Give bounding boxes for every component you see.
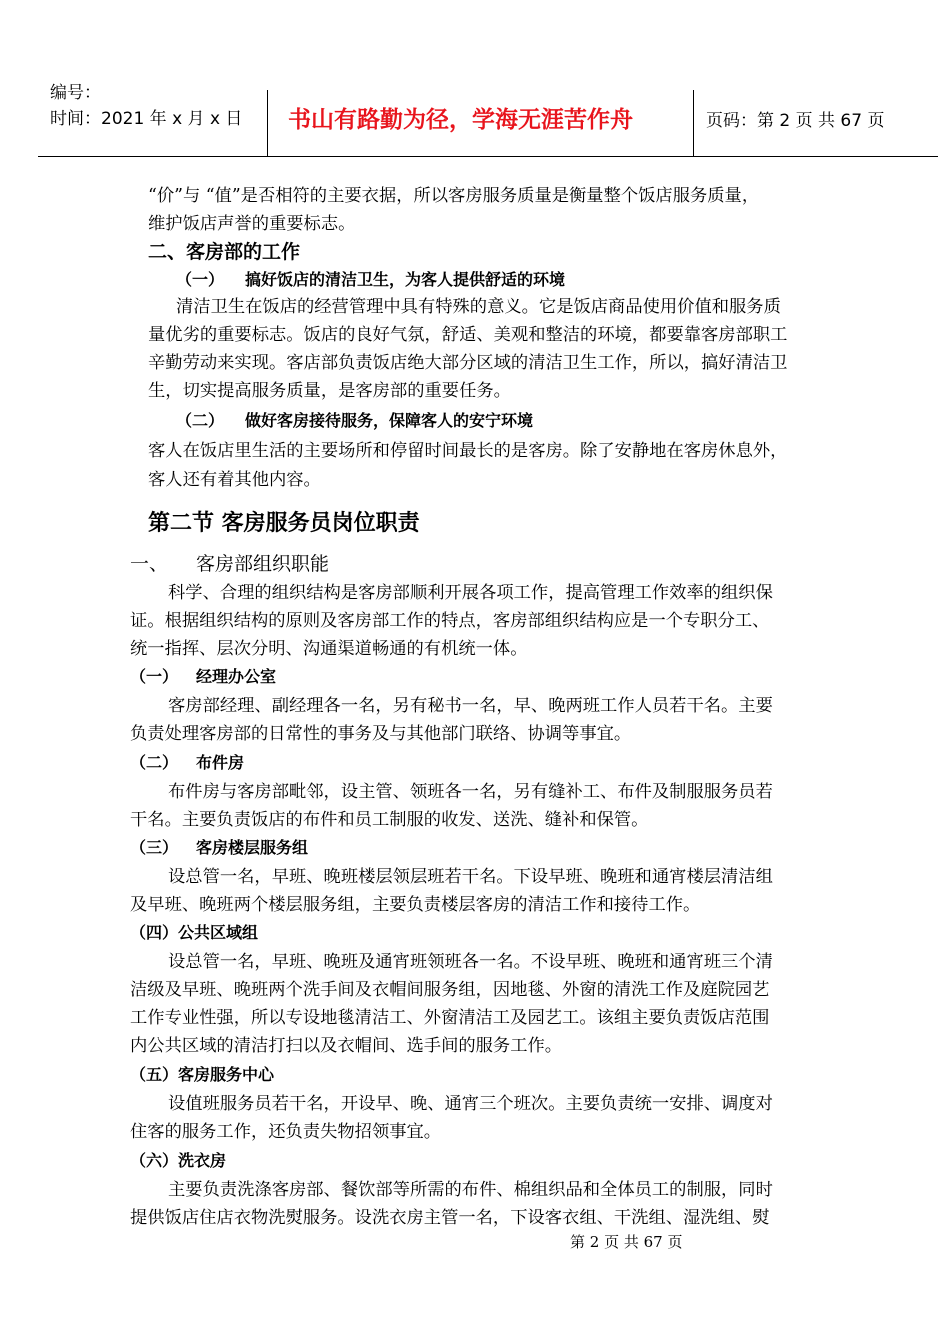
- subsection-heading: （六）洗衣房: [130, 1151, 227, 1170]
- header-page-number: 页码：第 2 页 共 67 页: [706, 111, 885, 131]
- paragraph-line: 主要负责洗涤客房部、餐饮部等所需的布件、棉组织品和全体员工的制服，同时: [168, 1180, 773, 1200]
- subsection-number: （二）: [176, 411, 225, 430]
- subsection-number: （一）: [176, 270, 225, 289]
- paragraph-line: 统一指挥、层次分明、沟通渠道畅通的有机统一体。: [130, 639, 528, 659]
- section-heading: 客房部组织职能: [196, 553, 330, 575]
- subsection-heading: 搞好饭店的清洁卫生，为客人提供舒适的环境: [245, 270, 566, 289]
- header-divider: [693, 90, 694, 156]
- subsection-number: （二）: [130, 753, 179, 772]
- page-footer: 第 2 页 共 67 页: [570, 1233, 683, 1251]
- paragraph-line: 客人还有着其他内容。: [148, 470, 321, 490]
- paragraph-line: 工作专业性强，所以专设地毯清洁工、外窗清洁工及园艺工。该组主要负责饭店范围: [130, 1008, 770, 1028]
- subsection-heading: 客房楼层服务组: [196, 838, 309, 857]
- paragraph-line: 设值班服务员若干名，开设早、晚、通宵三个班次。主要负责统一安排、调度对: [168, 1094, 773, 1114]
- paragraph-line: 干名。主要负责饭店的布件和员工制服的收发、送洗、缝补和保管。: [130, 810, 649, 830]
- chapter-heading: 第二节 客房服务员岗位职责: [148, 511, 420, 536]
- subsection-heading: 经理办公室: [196, 667, 277, 686]
- subsection-number: （三）: [130, 838, 179, 857]
- subsection-heading: （五）客房服务中心: [130, 1065, 275, 1084]
- paragraph-line: 及早班、晚班两个楼层服务组，主要负责楼层客房的清洁工作和接待工作。: [130, 895, 701, 915]
- subsection-number: （一）: [130, 667, 179, 686]
- section-heading: 二、客房部的工作: [148, 241, 301, 263]
- page-header: [38, 74, 938, 157]
- header-divider: [267, 90, 268, 156]
- paragraph-line: “价”与 “值”是否相符的主要衣据，所以客房服务质量是衡量整个饭店服务质量，: [148, 186, 760, 206]
- header-motto: 书山有路勤为径，学海无涯苦作舟: [288, 107, 633, 133]
- subsection-heading: 做好客房接待服务，保障客人的安宁环境: [245, 411, 534, 430]
- paragraph-line: 量优劣的重要标志。饭店的良好气氛，舒适、美观和整洁的环境，都要靠客房部职工: [148, 325, 788, 345]
- paragraph-line: 维护饭店声誉的重要标志。: [148, 214, 356, 234]
- paragraph-line: 客房部经理、副经理各一名，另有秘书一名，早、晚两班工作人员若干名。主要: [168, 696, 773, 716]
- paragraph-line: 内公共区域的清洁打扫以及衣帽间、选手间的服务工作。: [130, 1036, 563, 1056]
- paragraph-line: 科学、合理的组织结构是客房部顺利开展各项工作，提高管理工作效率的组织保: [168, 583, 773, 603]
- paragraph-line: 证。根据组织结构的原则及客房部工作的特点，客房部组织结构应是一个专职分工、: [130, 611, 770, 631]
- paragraph-line: 设总管一名，早班、晚班楼层领层班若干名。下设早班、晚班和通宵楼层清洁组: [168, 867, 773, 887]
- paragraph-line: 住客的服务工作，还负责失物招领事宜。: [130, 1122, 442, 1142]
- paragraph-line: 清洁卫生在饭店的经营管理中具有特殊的意义。它是饭店商品使用价值和服务质: [176, 297, 781, 317]
- paragraph-line: 布件房与客房部毗邻，设主管、领班各一名，另有缝补工、布件及制服服务员若: [168, 782, 773, 802]
- paragraph-line: 设总管一名，早班、晚班及通宵班领班各一名。不设早班、晚班和通宵班三个清: [168, 952, 773, 972]
- subsection-heading: （四）公共区域组: [130, 923, 259, 942]
- subsection-heading: 布件房: [196, 753, 245, 772]
- paragraph-line: 洁级及早班、晚班两个洗手间及衣帽间服务组，因地毯、外窗的清洗工作及庭院园艺: [130, 980, 770, 1000]
- paragraph-line: 生，切实提高服务质量，是客房部的重要任务。: [148, 381, 511, 401]
- document-number-label: 编号：: [50, 83, 101, 103]
- document-date-label: 时间：2021 年 x 月 x 日: [50, 109, 243, 129]
- paragraph-line: 负责处理客房部的日常性的事务及与其他部门联络、协调等事宜。: [130, 724, 632, 744]
- paragraph-line: 提供饭店住店衣物洗熨服务。设洗衣房主管一名，下设客衣组、干洗组、湿洗组、熨: [130, 1208, 770, 1228]
- paragraph-line: 辛勤劳动来实现。客店部负责饭店绝大部分区域的清洁卫生工作，所以，搞好清洁卫: [148, 353, 788, 373]
- paragraph-line: 客人在饭店里生活的主要场所和停留时间最长的是客房。除了安静地在客房休息外，: [148, 441, 788, 461]
- section-number: 一、: [130, 553, 169, 575]
